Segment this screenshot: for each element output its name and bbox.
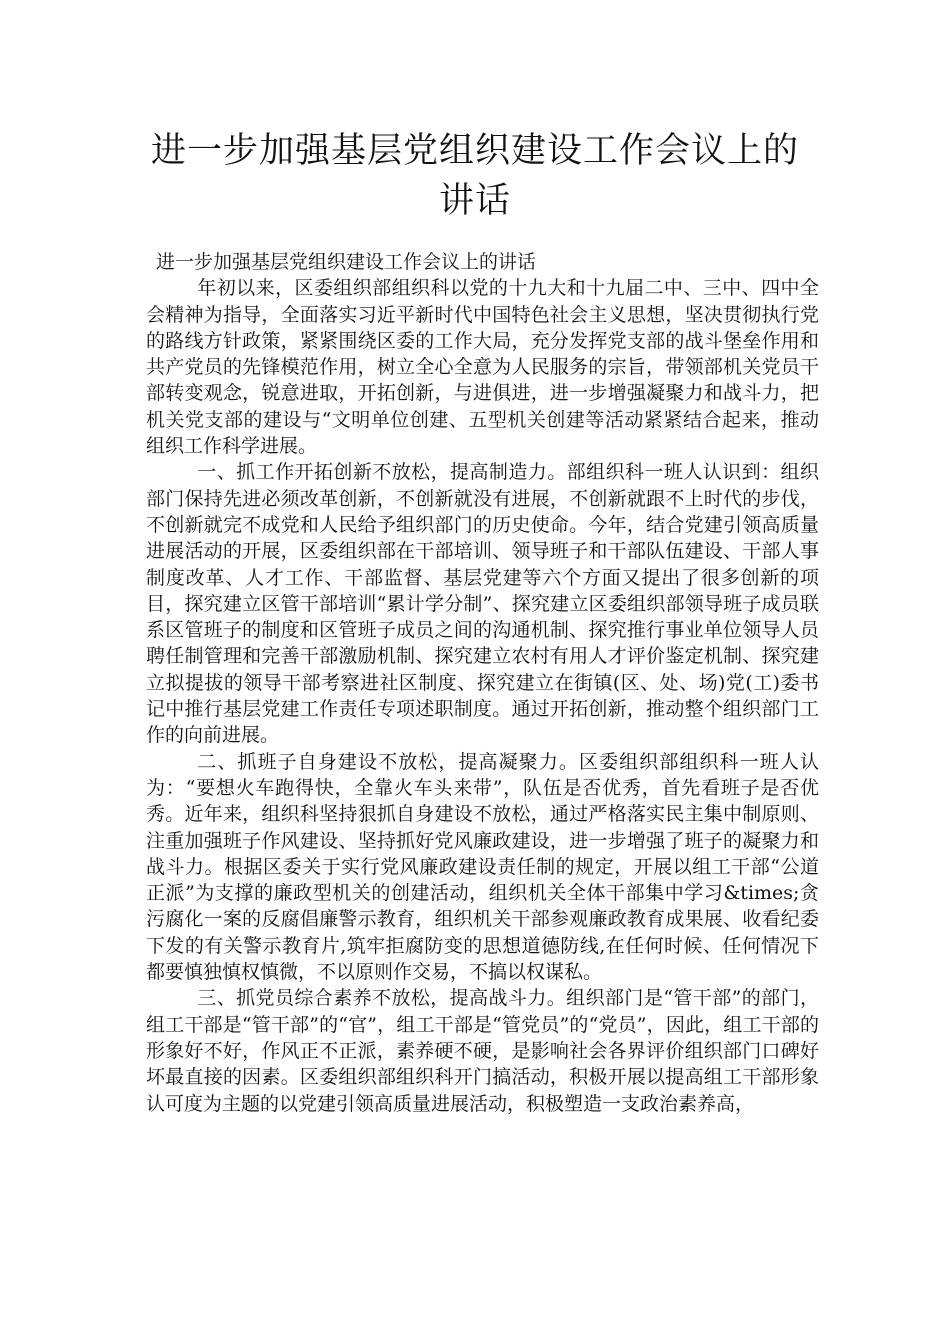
- document-title: [100, 126, 850, 226]
- paragraph-section-1: 一、抓工作开拓创新不放松，提高制造力。部组织科一班人认识到：组织部门保持先进必须改革创新，不创新就没有进展，不创新就跟不上时代的步伐，不创新就完不成党和人民给予组织部门的历史使命。今年，结合党建引领高质量进展活动的开展，区委组织部在干部培训、领导班子和干部队伍建设、干部人事制度改革、人才工作、干部监督、基层党建等六个方面又提出了很多创新的项目，探究建立区管干部培训“累计学分制”、探究建立区委组织部领导班子成员联系区管班子的制度和区管班子成员之间的沟通机制、探究推行事业单位领导人员聘任制管理和完善干部激励机制、探究建立农村有用人才评价鉴定机制、探究建立拟提拔的领导干部考察进社区制度、探究建立在街镇(区、处、场)党(工)委书记中推行基层党建工作责任专项述职制度。通过开拓创新，推动整个组织部门工作的向前进展。: [146, 461, 819, 747]
- paragraph-section-3: 三、抓党员综合素养不放松，提高战斗力。组织部门是“管干部”的部门，组工干部是“管干部”的“官”，组工干部是“管党员”的“党员”，因此，组工干部的形象好不好，作风正不正派，素养硬不硬，是影响社会各界评价组织部门口碑好坏最直接的因素。区委组织部组织科开门搞活动，积极开展以提高组工干部形象认可度为主题的以党建引领高质量进展活动，积极塑造一支政治素养高，: [146, 987, 819, 1115]
- title-line-2: 讲话: [438, 181, 511, 221]
- paragraph-section-2: 二、抓班子自身建设不放松，提高凝聚力。区委组织部组织科一班人认为：“要想火车跑得快，全靠火车头来带”，队伍是否优秀，首先看班子是否优秀。近年来，组织科坚持狠抓自身建设不放松，通过严格落实民主集中制原则、注重加强班子作风建设、坚持抓好党风廉政建设，进一步增强了班子的凝聚力和战斗力。根据区委关于实行党风廉政建设责任制的规定，开展以组工干部“公道正派”为支撑的廉政型机关的创建活动，组织机关全体干部集中学习&times;贪污腐化一案的反腐倡廉警示教育，组织机关干部参观廉政教育成果展、收看纪委下发的有关警示教育片,筑牢拒腐防变的思想道德防线,在任何时候、任何情况下都要慎独慎权慎微，不以原则作交易，不搞以权谋私。: [146, 750, 819, 984]
- paragraph-intro: 年初以来，区委组织部组织科以党的十九大和十九届二中、三中、四中全会精神为指导，全面落实习近平新时代中国特色社会主义思想，坚决贯彻执行党的路线方针政策，紧紧围绕区委的工作大局，充分发挥党支部的战斗堡垒作用和共产党员的先锋模范作用，树立全心全意为人民服务的宗旨，带领部机关党员干部转变观念，锐意进取，开拓创新，与进俱进，进一步增强凝聚力和战斗力，把机关党支部的建设与“文明单位创建、五型机关创建等活动紧紧结合起来，推动组织工作科学进展。: [146, 277, 819, 458]
- document-subheading: 进一步加强基层党组织建设工作会议上的讲话: [156, 251, 537, 273]
- title-line-1: 进一步加强基层党组织建设工作会议上的: [150, 131, 799, 171]
- document-body: [146, 249, 819, 1117]
